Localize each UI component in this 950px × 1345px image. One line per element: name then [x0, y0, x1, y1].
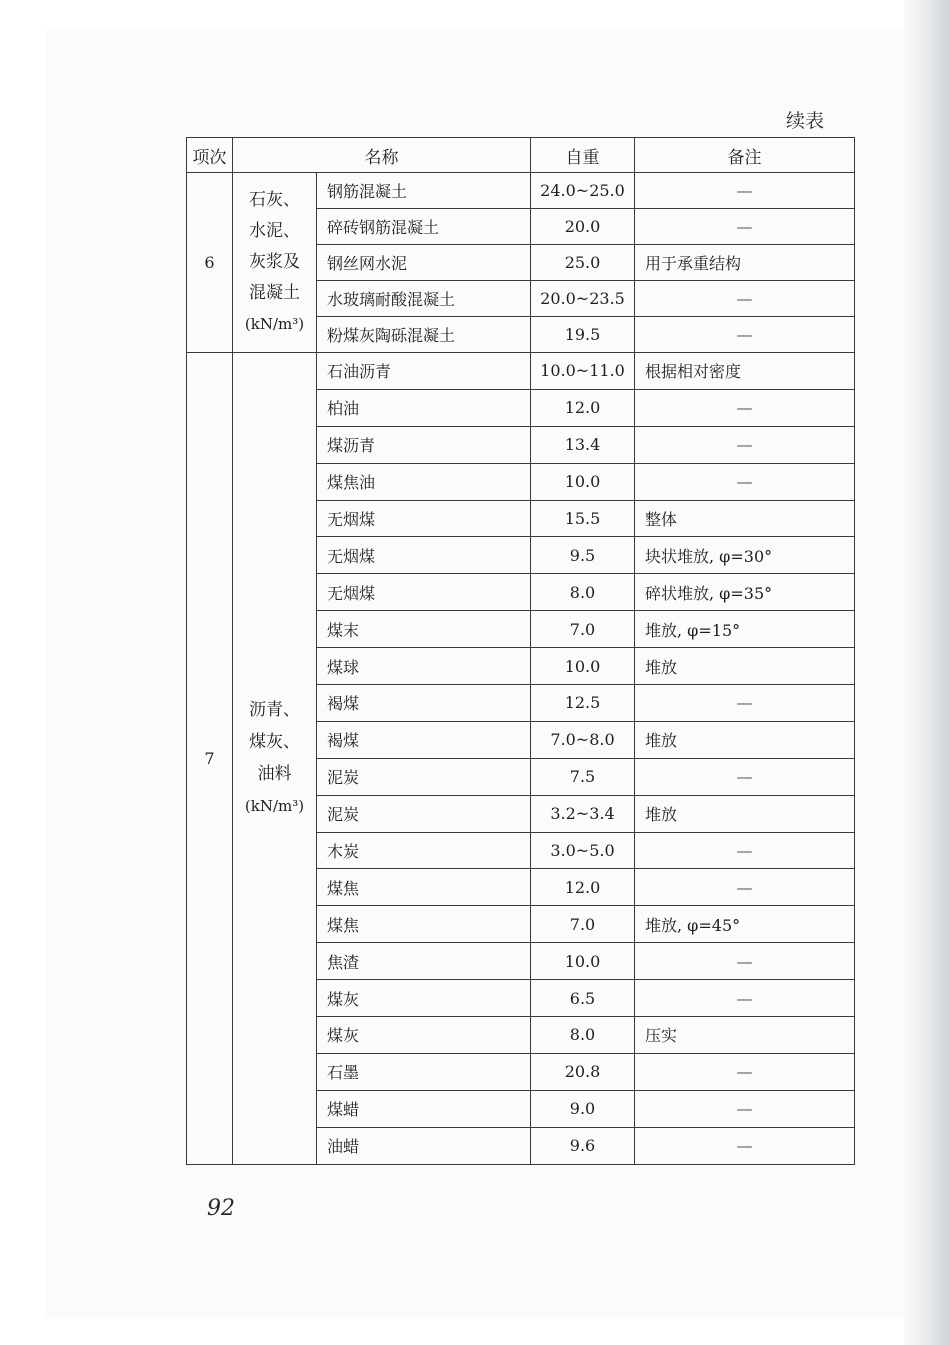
self-weight-cell: 13.4: [531, 426, 635, 463]
note-cell: —: [635, 317, 855, 353]
note-cell: 压实: [635, 1017, 855, 1054]
material-name-cell: 煤焦: [317, 906, 531, 943]
category-line: 沥青、: [249, 700, 300, 721]
material-name-cell: 煤蜡: [317, 1090, 531, 1127]
note-cell: —: [635, 832, 855, 869]
note-cell: 堆放: [635, 721, 855, 758]
self-weight-cell: 9.0: [531, 1090, 635, 1127]
material-name-cell: 碎砖钢筋混凝土: [317, 209, 531, 245]
note-cell: 整体: [635, 500, 855, 537]
self-weight-cell: 3.2~3.4: [531, 795, 635, 832]
material-name-cell: 煤末: [317, 611, 531, 648]
note-cell: —: [635, 758, 855, 795]
group-category-cell: [233, 173, 317, 353]
category-line: 灰浆及: [249, 252, 300, 272]
note-cell: —: [635, 389, 855, 426]
category-line: 石灰、: [249, 190, 300, 210]
self-weight-cell: 7.0: [531, 611, 635, 648]
material-name-cell: 褐煤: [317, 685, 531, 722]
group-index-cell: 6: [187, 173, 233, 353]
material-name-cell: 石油沥青: [317, 353, 531, 390]
material-name-cell: 褐煤: [317, 721, 531, 758]
note-cell: —: [635, 869, 855, 906]
table-row: [187, 173, 855, 209]
category-line: 油料: [257, 764, 292, 785]
self-weight-cell: 7.0~8.0: [531, 721, 635, 758]
group-category-cell: [233, 353, 317, 1165]
self-weight-cell: 8.0: [531, 574, 635, 611]
note-cell: 堆放: [635, 795, 855, 832]
note-cell: 用于承重结构: [635, 245, 855, 281]
note-cell: —: [635, 209, 855, 245]
self-weight-cell: 7.5: [531, 758, 635, 795]
note-cell: 块状堆放, φ=30°: [635, 537, 855, 574]
self-weight-cell: 25.0: [531, 245, 635, 281]
self-weight-cell: 7.0: [531, 906, 635, 943]
note-cell: —: [635, 980, 855, 1017]
self-weight-cell: 19.5: [531, 317, 635, 353]
material-name-cell: 石墨: [317, 1053, 531, 1090]
material-name-cell: 无烟煤: [317, 500, 531, 537]
self-weight-cell: 12.5: [531, 685, 635, 722]
self-weight-cell: 20.8: [531, 1053, 635, 1090]
material-name-cell: 油蜡: [317, 1127, 531, 1164]
note-cell: —: [635, 943, 855, 980]
note-cell: —: [635, 173, 855, 209]
category-line: 煤灰、: [249, 732, 300, 753]
material-name-cell: 水玻璃耐酸混凝土: [317, 281, 531, 317]
note-cell: —: [635, 1127, 855, 1164]
column-header-index: 项次: [187, 138, 233, 173]
note-cell: —: [635, 426, 855, 463]
note-cell: —: [635, 463, 855, 500]
table-header-row: [187, 138, 855, 173]
self-weight-cell: 15.5: [531, 500, 635, 537]
self-weight-cell: 10.0: [531, 648, 635, 685]
note-cell: —: [635, 1090, 855, 1127]
material-name-cell: 煤沥青: [317, 426, 531, 463]
material-name-cell: 钢筋混凝土: [317, 173, 531, 209]
self-weight-cell: 12.0: [531, 389, 635, 426]
category-unit: (kN/m³): [244, 797, 305, 816]
material-name-cell: 泥炭: [317, 795, 531, 832]
self-weight-cell: 6.5: [531, 980, 635, 1017]
page-number: 92: [207, 1196, 235, 1221]
column-header-note: 备注: [635, 138, 855, 173]
material-name-cell: 煤灰: [317, 1017, 531, 1054]
material-name-cell: 煤焦: [317, 869, 531, 906]
material-name-cell: 无烟煤: [317, 574, 531, 611]
note-cell: 堆放: [635, 648, 855, 685]
material-weight-table: [186, 137, 855, 1165]
note-cell: —: [635, 1053, 855, 1090]
self-weight-cell: 24.0~25.0: [531, 173, 635, 209]
note-cell: —: [635, 281, 855, 317]
self-weight-cell: 10.0: [531, 463, 635, 500]
self-weight-cell: 10.0~11.0: [531, 353, 635, 390]
material-name-cell: 泥炭: [317, 758, 531, 795]
material-name-cell: 粉煤灰陶砾混凝土: [317, 317, 531, 353]
column-header-name: 名称: [233, 138, 531, 173]
self-weight-cell: 10.0: [531, 943, 635, 980]
self-weight-cell: 12.0: [531, 869, 635, 906]
note-cell: 堆放, φ=45°: [635, 906, 855, 943]
table-row: [187, 353, 855, 390]
page-binding-shadow: [904, 0, 950, 1345]
category-line: 水泥、: [249, 221, 300, 241]
column-header-weight: 自重: [531, 138, 635, 173]
category-unit: (kN/m³): [244, 315, 305, 333]
self-weight-cell: 20.0~23.5: [531, 281, 635, 317]
note-cell: —: [635, 685, 855, 722]
self-weight-cell: 9.6: [531, 1127, 635, 1164]
material-name-cell: 钢丝网水泥: [317, 245, 531, 281]
note-cell: 碎状堆放, φ=35°: [635, 574, 855, 611]
self-weight-cell: 9.5: [531, 537, 635, 574]
material-name-cell: 焦渣: [317, 943, 531, 980]
material-name-cell: 煤球: [317, 648, 531, 685]
material-name-cell: 柏油: [317, 389, 531, 426]
note-cell: 堆放, φ=15°: [635, 611, 855, 648]
material-name-cell: 无烟煤: [317, 537, 531, 574]
self-weight-cell: 3.0~5.0: [531, 832, 635, 869]
self-weight-cell: 20.0: [531, 209, 635, 245]
continuation-label: 续表: [786, 110, 825, 132]
material-name-cell: 煤灰: [317, 980, 531, 1017]
material-name-cell: 木炭: [317, 832, 531, 869]
material-name-cell: 煤焦油: [317, 463, 531, 500]
note-cell: 根据相对密度: [635, 353, 855, 390]
self-weight-cell: 8.0: [531, 1017, 635, 1054]
group-index-cell: 7: [187, 353, 233, 1165]
category-line: 混凝土: [249, 283, 300, 303]
